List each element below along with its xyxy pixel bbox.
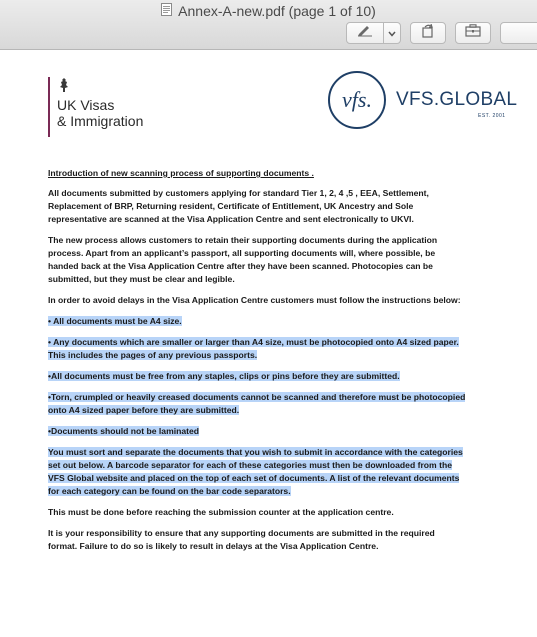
bullet-no-staples: •All documents must be free from any staples, clips or pins before they are submitted.	[48, 371, 400, 381]
paragraph-3: In order to avoid delays in the Visa Application Centre customers must follow the instructions below:	[48, 295, 461, 305]
ukvi-logo	[48, 77, 158, 137]
pen-markup-icon	[356, 24, 374, 42]
bullet-torn-documents: •Torn, crumpled or heavily creased documents cannot be scanned and therefore must be photocopied onto A4 sized paper before they are submitted.	[48, 392, 466, 415]
toolbox-icon	[465, 24, 481, 42]
paragraph-1: All documents submitted by customers applying for standard Tier 1, 2, 4 ,5 , EEA, Settlement, Replacement of BRP, Returning resident, Certificate of Entitlement, UK Ancestry and Sole representative are scanned at the Visa Application Centre and sent electronically to UKVI.	[48, 188, 429, 224]
document-heading: Introduction of new scanning process of supporting documents .	[48, 168, 314, 178]
bullet-not-laminated: •Documents should not be laminated	[48, 426, 200, 436]
ukvi-logo-line1: UK Visas	[57, 97, 115, 113]
toolbox-button[interactable]	[455, 22, 491, 44]
rotate-icon	[420, 24, 436, 43]
vfs-name: VFS.GLOBAL	[396, 89, 518, 110]
pdf-document-icon	[161, 3, 172, 19]
paragraph-5: This must be done before reaching the submission counter at the application centre.	[48, 507, 394, 517]
pdf-page	[0, 51, 537, 637]
markup-menu-button[interactable]	[383, 22, 401, 44]
vfs-est: EST. 2001	[478, 113, 506, 119]
chevron-down-icon	[388, 24, 396, 42]
bullet-photocopy: • Any documents which are smaller or larger than A4 size, must be photocopied onto A4 sized paper. This includes the pages of any previous passports.	[48, 337, 459, 360]
paragraph-6: It is your responsibility to ensure that any supporting documents are submitted in the required format. Failure to do so is likely to result in delays at the Visa Application Centre.	[48, 528, 435, 551]
window-title-text: Annex-A-new.pdf (page 1 of 10)	[178, 3, 376, 19]
window-title	[0, 2, 537, 20]
search-field[interactable]	[500, 22, 537, 44]
paragraph-sort-documents: You must sort and separate the documents that you wish to submit in accordance with the categories set out below. A barcode separator for each of these categories must then be downloaded from the VFS Global website and placed on the top of each set of documents. A list of the relevant documents for each category can be found on the bar code separators.	[48, 447, 463, 496]
window-titlebar	[0, 0, 537, 50]
vfs-mark: vfs.	[328, 71, 386, 129]
document-body	[48, 167, 466, 561]
ukvi-logo-line2: & Immigration	[57, 113, 144, 129]
vfs-global-logo	[328, 71, 528, 131]
bullet-a4-size: • All documents must be A4 size.	[48, 316, 182, 326]
rotate-button[interactable]	[410, 22, 446, 44]
paragraph-2: The new process allows customers to retain their supporting documents during the application process. Apart from an applicant’s passport, all supporting documents will, where possible, be handed back at the Visa Application Centre after they have been scanned. Photocopies can be submitted, but they must be clear and legible.	[48, 235, 438, 284]
markup-button[interactable]	[346, 22, 384, 44]
royal-crest-icon	[58, 77, 70, 98]
